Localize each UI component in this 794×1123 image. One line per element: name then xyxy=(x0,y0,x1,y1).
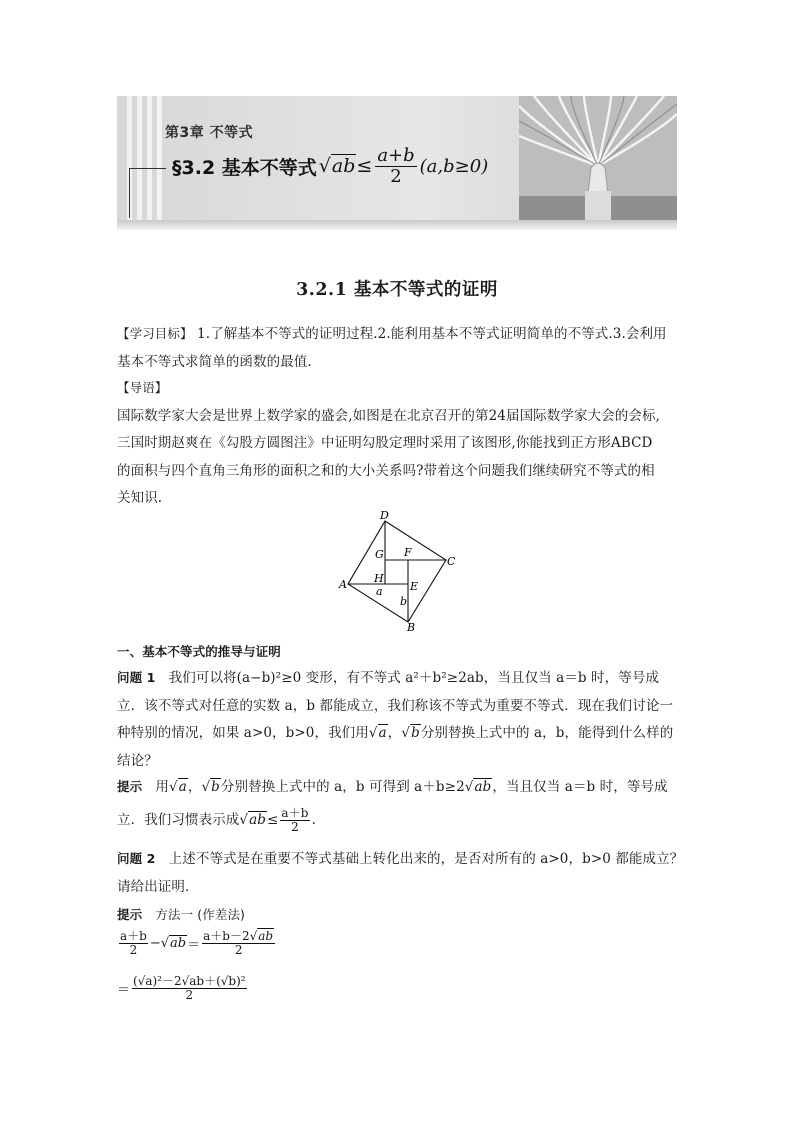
q1-text-2: 立．该不等式对任意的实数 a，b 都能成立，我们称该不等式为重要不等式．现在我们讨论一 xyxy=(117,697,674,714)
question-2 xyxy=(117,845,684,930)
intro-text-4: 关知识. xyxy=(117,490,163,506)
label-C: C xyxy=(447,555,456,568)
label-a: a xyxy=(376,585,383,598)
intro-section xyxy=(117,374,679,513)
label-D: D xyxy=(380,509,389,522)
question-1: 问题 1 我们可以将(a−b)²≥0 变形，有不等式 a²＋b²≥2ab，当且仅当 a＝b 时，等号成 立．该不等式对任意的实数 a，b 都能成立，我们称该不等式为重要不等式．现在我们讨论一 种特别的情况，如果 a>0，b>0，我们用√a，√b分别替换上式中的 a，b，能得到什么样的 结论？ xyxy=(117,664,679,775)
equation-1: $\frac{a+b}{2}$ − √ab ＝ $\frac{a+b-2√ab}{2}$ xyxy=(120,929,274,957)
q1-text-3a: 种特别的情况，如果 a>0，b>0，我们用 xyxy=(117,725,369,741)
q1-text-4: 结论？ xyxy=(117,752,158,769)
q2-label: 问题 2 xyxy=(117,851,156,866)
label-H: H xyxy=(374,572,384,585)
q1-label: 问题 1 xyxy=(117,670,156,685)
section-title-text: §3.2 基本不等式 xyxy=(172,156,317,179)
goals-label: 【学习目标】 xyxy=(117,326,193,341)
label-F: F xyxy=(404,546,412,559)
page-title: 3.2.1 基本不等式的证明 xyxy=(296,280,498,300)
banner-stripes xyxy=(127,96,167,220)
banner-architecture-image xyxy=(519,96,677,220)
goals-text-2: 基本不等式求简单的函数的最值. xyxy=(117,353,312,370)
label-b: b xyxy=(400,595,408,608)
section-sqrt: √ab xyxy=(318,155,356,178)
tip2-text: 立．我们习惯表示成 xyxy=(117,811,240,828)
q1-text-1: 我们可以将(a−b)²≥0 变形，有不等式 a²＋b²≥2ab，当且仅当 a＝b 时，等号成 xyxy=(168,670,660,686)
section-condition: (a,b≥0) xyxy=(419,155,489,177)
intro-label: 【导语】 xyxy=(117,380,168,395)
q2-text-2: 请给出证明． xyxy=(117,878,199,895)
label-A: A xyxy=(339,578,347,591)
tip2-fraction: $\frac{a+b}{2}$ xyxy=(281,805,309,834)
label-G: G xyxy=(375,548,384,561)
q1-text-3c: 分别替换上式中的 a，b，能得到什么样的 xyxy=(420,725,674,741)
section-bracket-horizontal xyxy=(130,168,166,169)
tip1-label: 提示 xyxy=(117,779,143,794)
intro-text-1: 国际数学家大会是世界上数学家的盛会,如图是在北京召开的第24届国际数学家大会的会标, xyxy=(117,407,660,424)
banner-shadow xyxy=(117,220,677,230)
section-title xyxy=(172,146,488,187)
label-B: B xyxy=(407,621,416,634)
label-E: E xyxy=(410,580,419,593)
section-bracket-vertical xyxy=(129,168,130,218)
section-derivation xyxy=(117,638,679,667)
zhao-shuang-diagram xyxy=(330,508,460,636)
goals-text-1: 1.了解基本不等式的证明过程.2.能利用基本不等式证明简单的不等式.3.会利用 xyxy=(197,326,667,342)
learning-goals xyxy=(117,320,679,376)
section-fraction: $\frac{a+b}{2}$ xyxy=(377,145,415,187)
section1-heading: 一、基本不等式的推导与证明 xyxy=(117,644,281,659)
tip-1: 提示 用√a，√b分别替换上式中的 a，b 可得到 a＋b≥2√ab，当且仅当 a＝b 时，等号成 立．我们习惯表示成√ab≤ $\frac{a+b}{2}$ . xyxy=(117,779,668,834)
tip1-text: 分别替换上式中的 a，b 可得到 a＋b≥2 xyxy=(220,779,465,795)
q2-text-1: 上述不等式是在重要不等式基础上转化出来的，是否对所有的 a>0，b>0 都能成立？ xyxy=(168,851,684,867)
section-le-sign: ≤ xyxy=(356,155,373,178)
equation-2: ＝ $\frac{\text{(√a)²－2√ab＋(√b)²}}{2}$ xyxy=(117,974,246,1002)
method-label: 提示 xyxy=(117,907,143,922)
intro-text-2: 三国时期赵爽在《勾股方圆图注》中证明勾股定理时采用了该图形,你能找到正方形ABCD xyxy=(117,435,653,451)
chapter-label: 第3章 不等式 xyxy=(165,125,254,141)
method-text: 方法一 (作差法) xyxy=(155,907,246,922)
square-abcd xyxy=(348,521,446,622)
intro-text-3: 的面积与四个直角三角形的面积之和的大小关系吗?带着这个问题我们继续研究不等式的相 xyxy=(117,462,655,479)
